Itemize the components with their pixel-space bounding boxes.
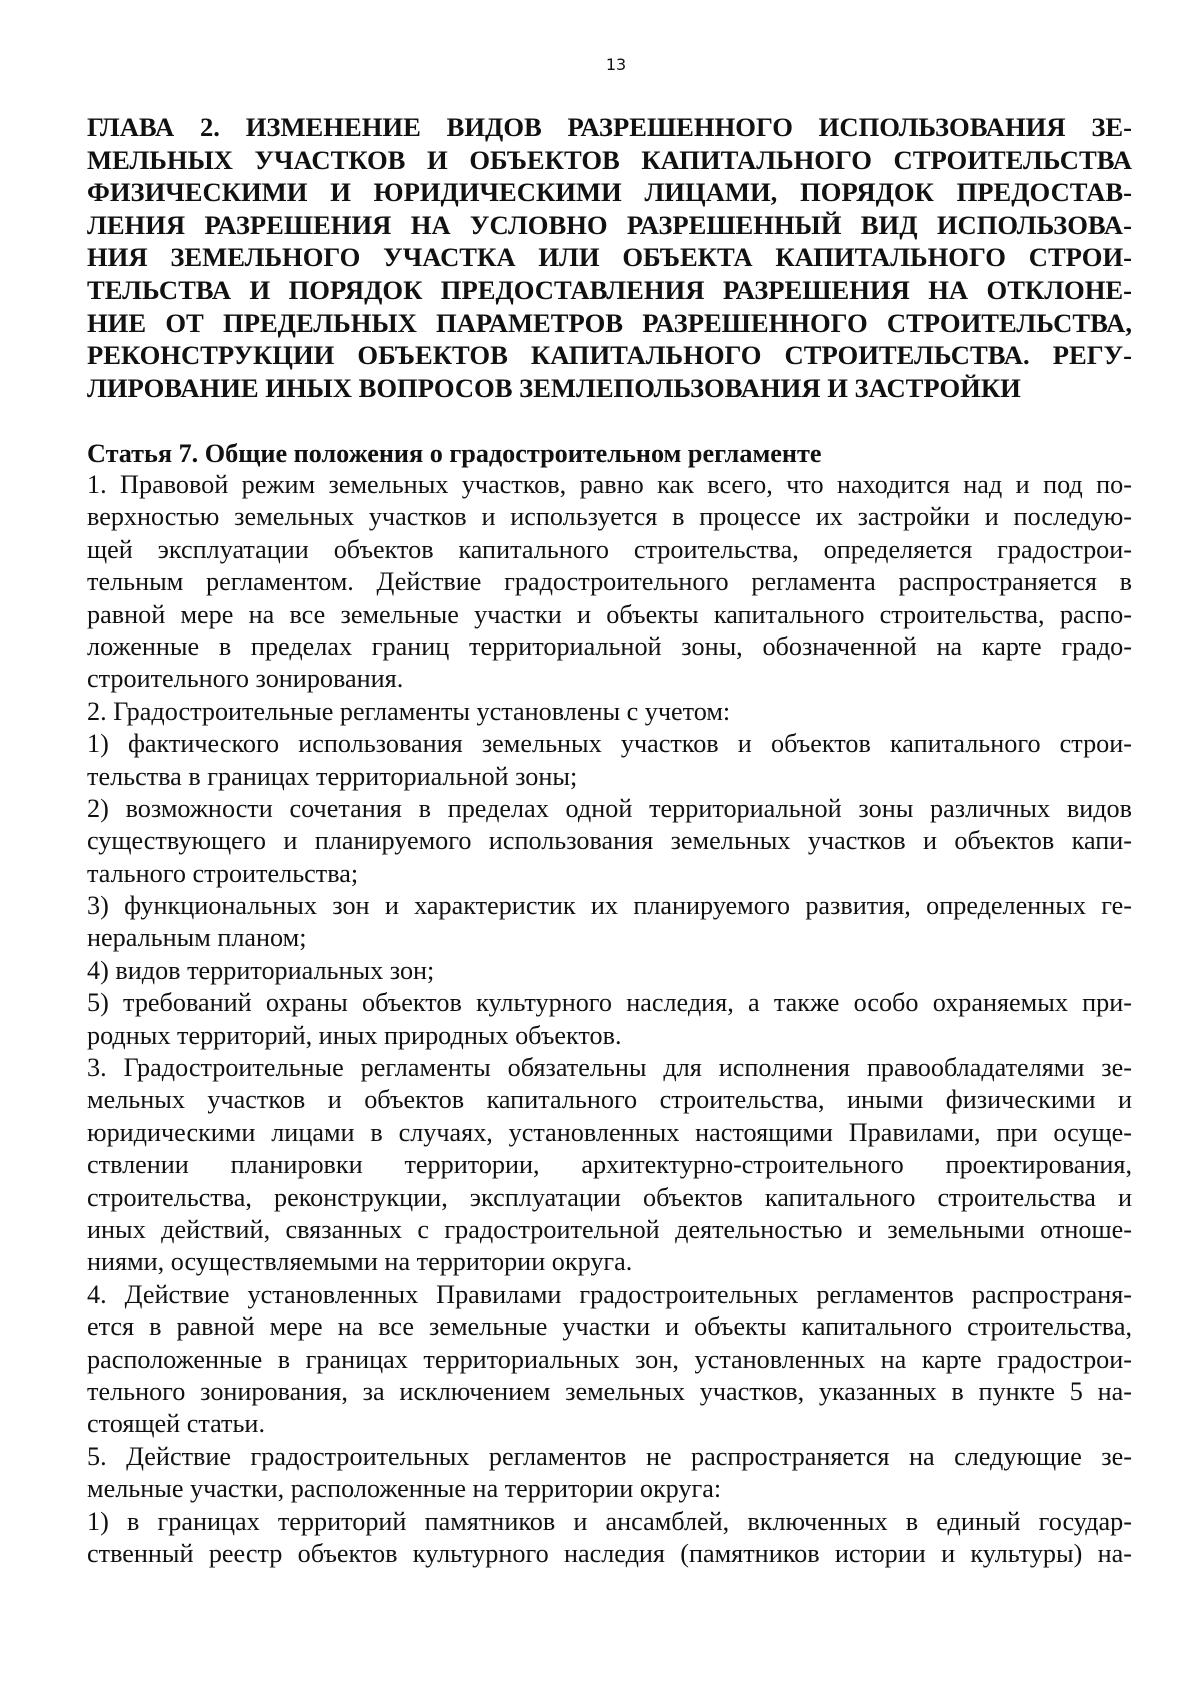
paragraph-line: 2) возможности сочетания в пределах одной территориальной зоны различных видов — [87, 793, 1132, 823]
paragraph-line: ложенные в пределах границ территориальной зоны, обозначенной на карте градо- — [87, 631, 1132, 661]
paragraph-line: иных действий, связанных с градостроительной деятельностью и земельными отноше- — [87, 1214, 1132, 1244]
paragraph — [87, 469, 1132, 696]
paragraph-line: мельные участки, расположенные на территории округа: — [87, 1474, 722, 1504]
paragraph-line: расположенные в границах территориальных зон, установленных на карте градострои- — [87, 1344, 1132, 1374]
paragraph-line: строительного зонирования. — [87, 664, 404, 694]
paragraph — [87, 890, 1132, 955]
paragraph-line: существующего и планируемого использования земельных участков и объектов капи- — [87, 826, 1132, 856]
paragraph-line: 3. Градостроительные регламенты обязательны для исполнения правообладателями зе- — [87, 1053, 1132, 1083]
paragraph-line: щей эксплуатации объектов капитального строительства, определяется градострои- — [87, 534, 1132, 564]
paragraph-line: ственный реестр объектов культурного наследия (памятников истории и культуры) на- — [87, 1538, 1132, 1568]
paragraph-line: 1) в границах территорий памятников и ансамблей, включенных в единый государ- — [87, 1506, 1132, 1536]
paragraph-line: тального строительства; — [87, 858, 359, 888]
paragraph-line: мельных участков и объектов капитального строительства, иными физическими и — [87, 1085, 1132, 1115]
paragraph-line: 2. Градостроительные регламенты установлены с учетом: — [87, 696, 731, 726]
paragraph — [87, 1441, 1132, 1506]
paragraph-line: равной мере на все земельные участки и объекты капитального строительства, распо- — [87, 599, 1132, 629]
paragraph-line: неральным планом; — [87, 923, 307, 953]
paragraph-line: тельства в границах территориальной зоны; — [87, 761, 578, 791]
paragraph-line: 3) функциональных зон и характеристик их планируемого развития, определенных ге- — [87, 891, 1132, 921]
chapter-heading — [87, 111, 1132, 404]
paragraph-line: 5. Действие градостроительных регламентов не распространяется на следующие зе- — [87, 1441, 1132, 1471]
chapter-heading-line: РЕКОНСТРУКЦИИ ОБЪЕКТОВ КАПИТАЛЬНОГО СТРОИТЕЛЬСТВА. РЕГУ- — [87, 340, 1132, 371]
paragraph-line: тельным регламентом. Действие градостроительного регламента распространяется в — [87, 567, 1132, 597]
chapter-heading-line: ТЕЛЬСТВА И ПОРЯДОК ПРЕДОСТАВЛЕНИЯ РАЗРЕШЕНИЯ НА ОТКЛОНЕ- — [87, 274, 1132, 305]
paragraph — [87, 987, 1132, 1052]
chapter-heading-line: НИЯ ЗЕМЕЛЬНОГО УЧАСТКА ИЛИ ОБЪЕКТА КАПИТАЛЬНОГО СТРОИ- — [87, 242, 1132, 273]
paragraph — [87, 1279, 1132, 1441]
paragraph-line: тельного зонирования, за исключением земельных участков, указанных в пункте 5 на- — [87, 1376, 1132, 1406]
paragraph — [87, 1052, 1132, 1279]
article-body — [87, 469, 1132, 1570]
chapter-heading-line: ГЛАВА 2. ИЗМЕНЕНИЕ ВИДОВ РАЗРЕШЕННОГО ИСПОЛЬЗОВАНИЯ ЗЕ- — [87, 112, 1132, 142]
chapter-heading-line: НИЕ ОТ ПРЕДЕЛЬНЫХ ПАРАМЕТРОВ РАЗРЕШЕННОГО СТРОИТЕЛЬСТВА, — [87, 307, 1132, 338]
paragraph-line: ствлении планировки территории, архитектурно-строительного проектирования, — [87, 1150, 1132, 1180]
paragraph-line: 4. Действие установленных Правилами градостроительных регламентов распространя- — [87, 1279, 1132, 1309]
chapter-heading-line: МЕЛЬНЫХ УЧАСТКОВ И ОБЪЕКТОВ КАПИТАЛЬНОГО СТРОИТЕЛЬСТВА — [87, 144, 1132, 175]
chapter-heading-line: ЛИРОВАНИЕ ИНЫХ ВОПРОСОВ ЗЕМЛЕПОЛЬЗОВАНИЯ И ЗАСТРОЙКИ — [87, 372, 1021, 403]
paragraph-line: 5) требований охраны объектов культурного наследия, а также особо охраняемых при- — [87, 988, 1132, 1018]
paragraph-line: 4) видов территориальных зон; — [87, 955, 435, 985]
paragraph-line: стоящей статьи. — [87, 1409, 265, 1439]
paragraph-line: 1) фактического использования земельных участков и объектов капитального строи- — [87, 729, 1132, 759]
chapter-heading-line: ЛЕНИЯ РАЗРЕШЕНИЯ НА УСЛОВНО РАЗРЕШЕННЫЙ ВИД ИСПОЛЬЗОВА- — [87, 209, 1132, 240]
chapter-heading-line: ФИЗИЧЕСКИМИ И ЮРИДИЧЕСКИМИ ЛИЦАМИ, ПОРЯДОК ПРЕДОСТАВ- — [87, 177, 1132, 208]
paragraph-line: юридическими лицами в случаях, установленных настоящими Правилами, при осуще- — [87, 1117, 1132, 1147]
paragraph — [87, 955, 1132, 987]
paragraph-line: верхностью земельных участков и используется в процессе их застройки и последую- — [87, 502, 1132, 532]
article-7 — [87, 438, 1132, 1570]
paragraph — [87, 1506, 1132, 1571]
paragraph-line: родных территорий, иных природных объектов. — [87, 1020, 622, 1050]
page-number: 13 — [605, 55, 627, 74]
paragraph-line: 1. Правовой режим земельных участков, равно как всего, что находится над и под по- — [87, 470, 1132, 499]
paragraph — [87, 696, 1132, 728]
paragraph — [87, 728, 1132, 793]
paragraph-line: ется в равной мере на все земельные участки и объекты капитального строительства, — [87, 1312, 1132, 1342]
article-title: Статья 7. Общие положения о градостроительном регламенте — [87, 439, 822, 468]
paragraph-line: ниями, осуществляемыми на территории округа. — [87, 1247, 633, 1277]
paragraph — [87, 793, 1132, 890]
paragraph-line: строительства, реконструкции, эксплуатации объектов капитального строительства и — [87, 1182, 1132, 1212]
